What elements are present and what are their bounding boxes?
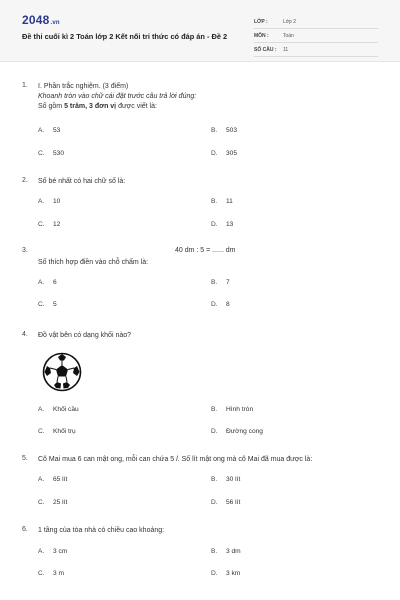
question-number: 5. [22, 455, 28, 462]
option-c[interactable]: C. Khối trụ [38, 428, 76, 435]
question-1 [22, 82, 382, 157]
question-4-options [22, 398, 382, 438]
question-2 [22, 177, 382, 227]
option-c[interactable]: C. 530 [38, 150, 65, 157]
page-header [0, 0, 400, 62]
question-text: Số thích hợp điền vào chỗ chấm là: [38, 259, 149, 266]
option-d[interactable]: D. 56 lít [211, 499, 241, 506]
question-text: 1 tầng của tòa nhà có chiều cao khoảng: [38, 527, 165, 534]
option-d[interactable]: D. 8 [211, 301, 230, 308]
option-b[interactable]: B. 3 dm [211, 548, 241, 555]
meta-subject-label: MÔN : [254, 32, 269, 39]
question-number: 2. [22, 177, 28, 184]
question-options [38, 465, 378, 505]
meta-class-row [254, 15, 378, 29]
option-a[interactable]: A. 10 [38, 198, 61, 205]
question-number: 4. [22, 331, 28, 338]
meta-subject-value: Toán [283, 32, 294, 39]
question-stem: Số gồm 5 trăm, 3 đơn vị được viết là: [38, 103, 157, 110]
question-options [38, 112, 378, 157]
question-4 [22, 331, 382, 341]
option-b[interactable]: B. 11 [211, 198, 233, 205]
option-b[interactable]: B. 30 lít [211, 476, 241, 483]
question-text: Cô Mai mua 6 can mật ong, mỗi can chứa 5 l. Số lít mật ong mà cô Mai đã mua được là: [38, 456, 313, 463]
question-number: 6. [22, 526, 28, 533]
exam-title: Đề thi cuối kì 2 Toán lớp 2 Kết nối tri thức có đáp án - Đề 2 [22, 32, 228, 41]
question-options [38, 187, 378, 227]
question-6 [22, 526, 382, 576]
exam-meta [254, 15, 378, 57]
site-logo[interactable]: 2048.vn [22, 13, 60, 27]
meta-count-value: 11 [283, 46, 289, 53]
question-5 [22, 455, 382, 505]
meta-class-label: LỚP : [254, 18, 268, 25]
option-a[interactable]: A. 6 [38, 279, 57, 286]
question-options [38, 536, 378, 576]
option-b[interactable]: B. 7 [211, 279, 230, 286]
question-section-title: I. Phần trắc nghiệm. (3 điểm) [38, 83, 129, 90]
option-d[interactable]: D. Đường cong [211, 428, 263, 435]
question-3 [22, 247, 382, 308]
option-a[interactable]: A. 3 cm [38, 548, 68, 555]
option-b[interactable]: B. 503 [211, 127, 238, 134]
option-d[interactable]: D. 13 [211, 221, 234, 228]
option-c[interactable]: C. 5 [38, 301, 57, 308]
meta-subject-row [254, 29, 378, 43]
option-c[interactable]: C. 3 m [38, 570, 64, 577]
meta-count-label: SỐ CÂU : [254, 46, 277, 53]
option-b[interactable]: B. Hình tròn [211, 406, 254, 413]
question-number: 1. [22, 82, 28, 89]
option-a[interactable]: A. 53 [38, 127, 61, 134]
option-c[interactable]: C. 12 [38, 221, 61, 228]
question-options [38, 398, 378, 438]
question-expression: 40 dm : 5 = ...... dm [175, 247, 236, 254]
soccer-ball-icon [42, 352, 82, 392]
question-text: Số bé nhất có hai chữ số là: [38, 178, 126, 185]
option-a[interactable]: A. 65 lít [38, 476, 68, 483]
question-instruction: Khoanh tròn vào chữ cái đặt trước câu trả lời đúng: [38, 93, 197, 100]
option-c[interactable]: C. 25 lít [38, 499, 68, 506]
meta-count-row [254, 43, 378, 57]
question-options [38, 268, 378, 308]
option-a[interactable]: A. Khối cầu [38, 406, 79, 413]
meta-class-value: Lớp 2 [283, 18, 297, 25]
question-text: Đồ vật bên có dạng khối nào? [38, 332, 132, 339]
question-number: 3. [22, 247, 28, 254]
option-d[interactable]: D. 3 km [211, 570, 241, 577]
option-d[interactable]: D. 305 [211, 150, 238, 157]
